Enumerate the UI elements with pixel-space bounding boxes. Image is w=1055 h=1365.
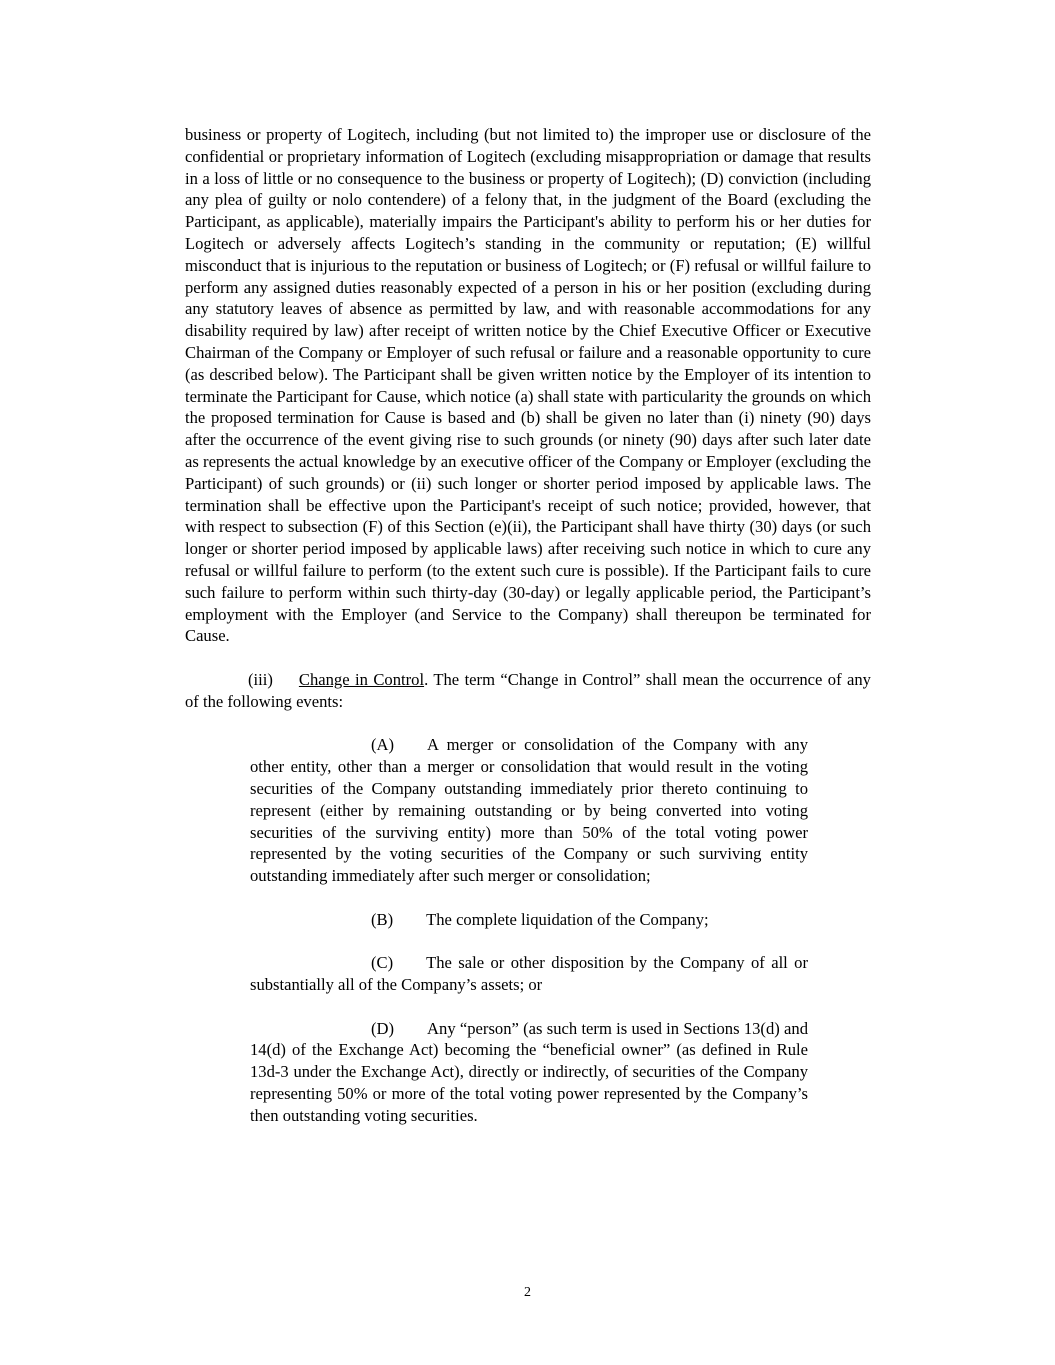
sub-clause-text-c: The sale or other disposition by the Company of all or substantially all of the Company’s assets; or [250,953,808,995]
sub-clause-label-a: (A) [371,735,395,755]
clause-intro-text: . The term “Change in Control” shall mean the occurrence of any of the following events: [185,669,871,711]
sub-clause-label-b: (B) [371,909,394,929]
sub-clause-label-c: (C) [371,953,394,973]
sub-clause-a [250,734,808,887]
sub-clause-label-d: (D) [371,1018,395,1038]
sub-clause-c [250,952,808,996]
sub-clause-text-b: The complete liquidation of the Company; [426,909,709,929]
document-content [185,124,871,1127]
page-number: 2 [524,1285,531,1300]
sub-clause-text-d: Any “person” (as such term is used in Sections 13(d) and 14(d) of the Exchange Act) becoming the “beneficial owner” (as defined in Rule 13d-3 under the Exchange Act), directly or indirectly, of securities of the Company representing 50% or more of the total voting power represented by the Company’s then outstanding voting securities. [250,1018,808,1125]
paragraph-cause-definition: business or property of Logitech, including (but not limited to) the improper use or disclosure of the confidential or proprietary information of Logitech (excluding misappropriation or damage that results in a loss of little or no consequence to the business or property of Logitech); (D) conviction (including any plea of guilty or nolo contendere) of a felony that, in the judgment of the Board (excluding the Participant, as applicable), materially impairs the Participant's ability to perform his or her duties for Logitech or adversely affects Logitech’s standing in the community or reputation; (E) willful misconduct that is injurious to the reputation or business of Logitech; or (F) refusal or willful failure to perform any assigned duties reasonably expected of a person in his or her position (excluding during any statutory leaves of absence as permitted by law, and with reasonable accommodations for any disability required by law) after receipt of written notice by the Chief Executive Officer or Executive Chairman of the Company or Employer of such refusal or failure and a reasonable opportunity to cure (as described below). The Participant shall be given written notice by the Employer of its intention to terminate the Participant for Cause, which notice (a) shall state with particularity the grounds on which the proposed termination for Cause is based and (b) shall be given no later than (i) ninety (90) days after the occurrence of the event giving rise to such grounds (or ninety (90) days after such later date as represents the actual knowledge by an executive officer of the Company or Employer (excluding the Participant) of such grounds) or (ii) such longer or shorter period imposed by applicable laws. The termination shall be effective upon the Participant's receipt of such notice; provided, however, that with respect to subsection (F) of this Section (e)(ii), the Participant shall have thirty (30) days (or such longer or shorter period imposed by applicable laws) after receiving such notice in which to cure any refusal or willful failure to perform (to the extent such cure is possible). If the Participant fails to cure such failure to perform within such thirty-day (30-day) or legally applicable period, the Participant’s employment with the Employer (and Service to the Company) shall thereupon be terminated for Cause. [185,125,871,646]
sub-clause-d [250,1018,808,1127]
sub-clause-text-a: A merger or consolidation of the Company with any other entity, other than a merger or consolidation that would result in the voting securities of the Company outstanding immediately prior thereto continuing to represent (either by remaining outstanding or by being converted into voting securities of the surviving entity) more than 50% of the total voting power represented by the voting securities of the Company or such surviving entity outstanding immediately after such merger or consolidation; [250,735,808,886]
clause-marker-iii: (iii) [248,669,273,689]
clause-heading-change-in-control: Change in Control [298,669,425,689]
sub-clause-b [250,909,808,931]
paragraph-change-in-control-intro [185,669,871,713]
